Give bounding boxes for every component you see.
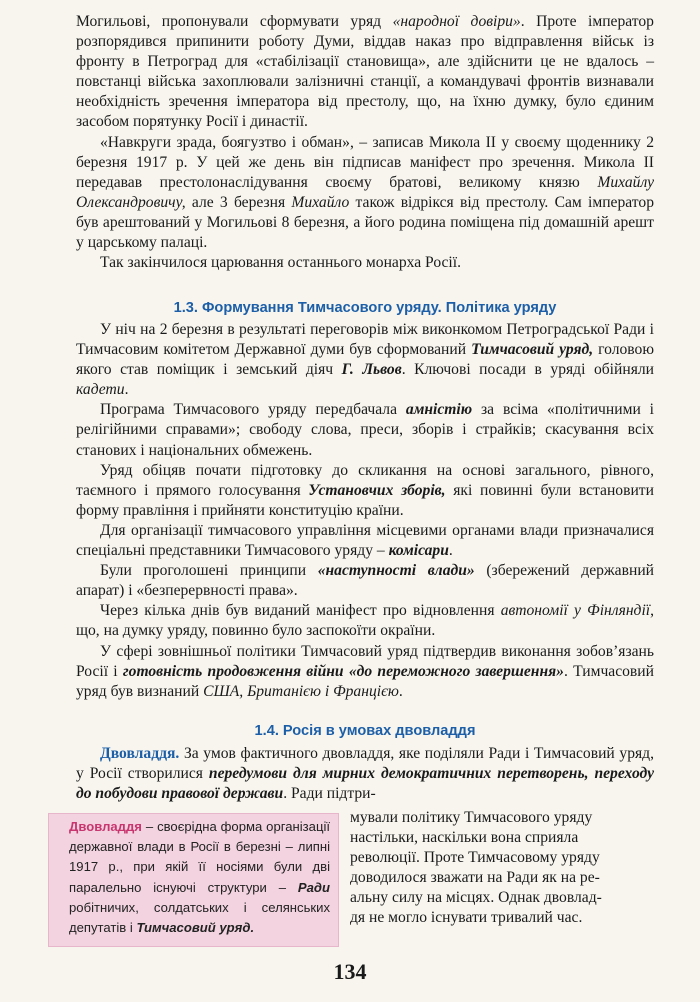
paragraph: «Навкруги зрада, боягузтво і обман», – записав Микола II у своєму щоденнику 2 березня 1917 р. У цей же день він підписав маніфест про зречення. Микола II передавав престолонаслідування своєму братові, великому князю Михайлу Олександровичу, але 3 березня Михайло також відрікся від престолу. Сам імператор був арештований у Могильові 8 березня, а його родина поміщена під домашній арешт у царському палаці. [76, 133, 654, 252]
text-line: мували політику Тимчасового уряду [350, 809, 593, 826]
paragraph: Двовладдя. За умов фактичного двовладдя, яке поділяли Ради і Тимчасовий уряд, у Росії створилися передумови для мирних демократичних перетворень, переходу до побудови правової держави. Ради підтри- [76, 745, 654, 803]
definition-box: Двовладдя – своєрідна форма організації державної влади в Росії в березні – липні 1917 р., при якій її носіями були дві паралельно існуючі структури – Ради робітничих, солдатських і селянських депутатів і Тимчасовий уряд. [48, 813, 339, 947]
paragraph: Були проголошені принципи «наступності влади» (збережений державний апарат) і «безперервності права». [76, 562, 655, 600]
paragraph: Через кілька днів був виданий маніфест про відновлення автономії у Фінляндії, що, на думку уряду, повинно було заспокоїти окраїни. [76, 602, 655, 640]
section-heading: 1.3. Формування Тимчасового уряду. Політика уряду [173, 300, 557, 316]
text-line: альну силу на місцях. Однак двовлад- [350, 889, 602, 907]
paragraph: У сфері зовнішньої політики Тимчасовий уряд підтвердив виконання зобов’язань Росії і готовність продовження війни «до переможного завершення». Тимчасовий уряд був визнаний США, Британією і Францією. [76, 642, 654, 700]
paragraph: Так закінчилося царювання останнього монарха Росії. [100, 254, 461, 272]
page-number: 134 [333, 959, 367, 984]
paragraph: Могильові, пропонували сформувати уряд «народної довіри». Проте імператор розпорядився припинити роботу Думи, віддав наказ про відправлення військ із фронту в Петроград для «стабілізації становища», але здійснити це не вдалось – повстанці війська захоплювали залізничні станції, а командувачі фронтів визнавали необхідність зречення імператора від престолу, що, на їхню думку, було єдиним засобом порятунку Росії і династії. [76, 13, 654, 131]
text-line: дя не могло існувати тривалий час. [350, 909, 583, 927]
section-heading: 1.4. Росія в умовах двовладдя [254, 723, 476, 739]
text-block-top [76, 12, 654, 273]
definition-term: Двовладдя [69, 819, 142, 834]
side-text [350, 808, 654, 929]
text-line: доводилося зважати на Ради як на ре- [350, 869, 600, 887]
paragraph: Програма Тимчасового уряду передбачала амністію за всіма «політичними і релігійними справами»; свободу слова, преси, зборів і страйків; скасування всіх станових і національних обмежень. [76, 401, 655, 459]
paragraph: У ніч на 2 березня в результаті переговорів між виконкомом Петроградської Ради і Тимчасовим комітетом Державної думи був сформований Тимчасовий уряд, головою якого став поміщик і земський діяч Г. Львов. Ключові посади в уряді обійняли кадети. [76, 321, 654, 399]
paragraph: Для організації тимчасового управління місцевими органами влади призначалися спеціальні представники Тимчасового уряду – комісари. [76, 521, 654, 560]
text-line: настільки, наскільки вона сприяла [350, 829, 579, 847]
text-block-middle [76, 320, 654, 702]
text-line: революції. Проте Тимчасовому уряду [350, 849, 600, 867]
paragraph: Уряд обіцяв почати підготовку до скликання на основі загального, рівного, таємного і прямого голосування Установчих зборів, які повинні були встановити форму правління і прийняти конституцію країни. [76, 461, 654, 519]
text-block-bottom [76, 744, 654, 804]
